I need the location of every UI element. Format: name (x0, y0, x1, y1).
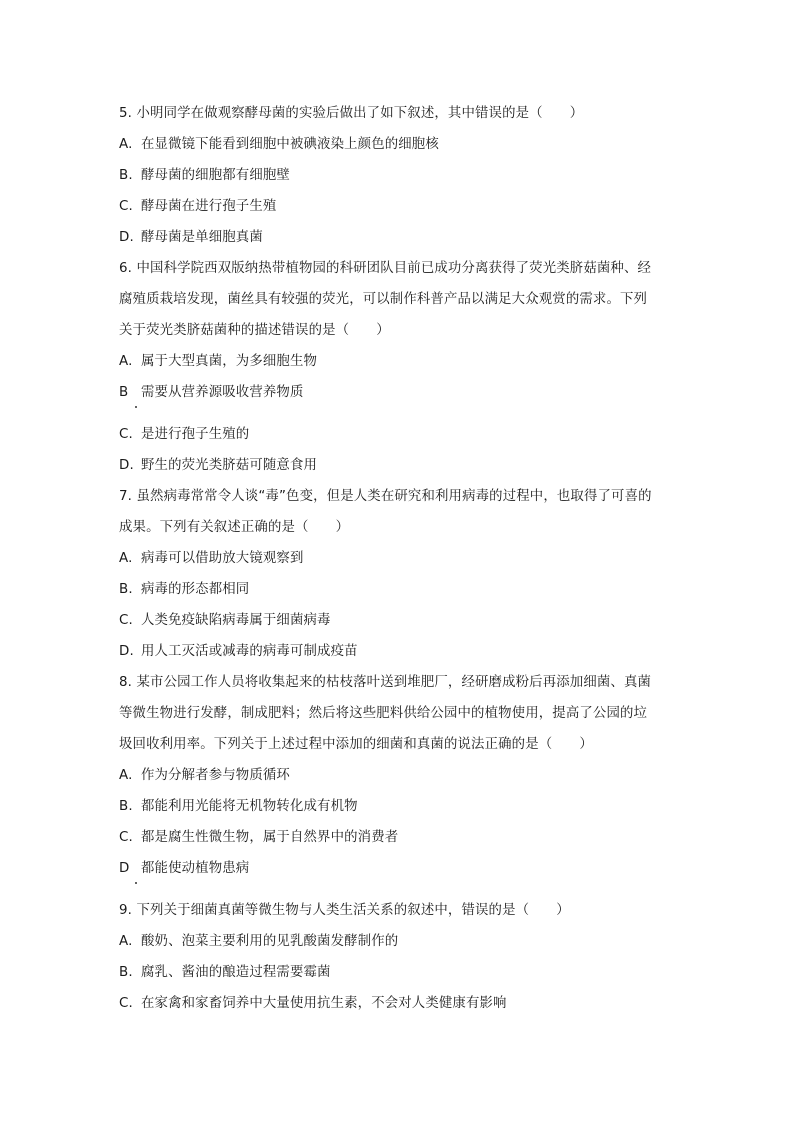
option-text: 野生的荧光类脐菇可随意食用 (141, 458, 318, 473)
question-8-stem-line-3: 圾回收利用率。下列关于上述过程中添加的细菌和真菌的说法正确的是（ ） (119, 737, 593, 752)
option-label: B. (119, 168, 133, 183)
option-text: 需要从营养源吸收营养物质 (141, 385, 304, 400)
question-5-option-a (119, 129, 675, 160)
option-text: 病毒的形态都相同 (141, 582, 250, 597)
option-label: B. (119, 965, 133, 980)
option-label: C. (119, 830, 133, 845)
question-6-option-b (119, 377, 675, 419)
question-6-option-d (119, 450, 675, 481)
option-label: D (119, 861, 130, 876)
option-label: A. (119, 137, 133, 152)
question-9-option-b (119, 957, 675, 988)
question-8-option-c (119, 822, 675, 853)
question-6-option-c (119, 419, 675, 450)
question-9-stem: 9. 下列关于细菌真菌等微生物与人类生活关系的叙述中，错误的是（ ） (119, 903, 570, 918)
question-5-stem: 5. 小明同学在做观察酵母菌的实验后做出了如下叙述，其中错误的是（ ） (119, 106, 584, 121)
question-8-option-b (119, 791, 675, 822)
exam-page (119, 98, 675, 1019)
question-6-stem-line-3: 关于荧光类脐菇菌种的描述错误的是（ ） (119, 323, 390, 338)
question-8-option-a (119, 760, 675, 791)
option-label: C. (119, 199, 133, 214)
option-label: B. (119, 582, 133, 597)
question-7-option-a (119, 543, 675, 574)
option-text: 是进行孢子生殖的 (141, 427, 250, 442)
option-label: B (119, 385, 129, 400)
question-8-stem-line-1: 8. 某市公园工作人员将收集起来的枯枝落叶送到堆肥厂，经研磨成粉后再添加细菌、真菌 (119, 675, 652, 690)
option-label: A. (119, 551, 133, 566)
option-text: 都能使动植物患病 (141, 861, 250, 876)
option-label: B. (119, 799, 133, 814)
question-8-option-d (119, 853, 675, 895)
option-label: A. (119, 934, 133, 949)
question-7-option-b (119, 574, 675, 605)
option-text: 都能利用光能将无机物转化成有机物 (141, 799, 358, 814)
option-text: 腐乳、酱油的酿造过程需要霉菌 (141, 965, 331, 980)
question-7-stem-line-2: 成果。下列有关叙述正确的是（ ） (119, 520, 350, 535)
stray-dot-mark (135, 406, 137, 408)
question-5-option-d (119, 222, 675, 253)
option-text: 属于大型真菌，为多细胞生物 (141, 354, 318, 369)
option-text: 酵母菌在进行孢子生殖 (141, 199, 277, 214)
option-text: 酵母菌是单细胞真菌 (141, 230, 263, 245)
option-label: C. (119, 613, 133, 628)
question-6-stem-line-1: 6. 中国科学院西双版纳热带植物园的科研团队目前已成功分离获得了荧光类脐菇菌种、经 (119, 261, 652, 276)
option-label: D. (119, 458, 134, 473)
option-text: 作为分解者参与物质循环 (141, 768, 290, 783)
option-text: 人类免疫缺陷病毒属于细菌病毒 (141, 613, 331, 628)
option-text: 酸奶、泡菜主要利用的见乳酸菌发酵制作的 (141, 934, 399, 949)
option-label: A. (119, 768, 133, 783)
question-9-option-c (119, 988, 675, 1019)
stray-dot-mark (135, 882, 137, 884)
question-9-option-a (119, 926, 675, 957)
question-6-stem-line-2: 腐殖质栽培发现，菌丝具有较强的荧光，可以制作科普产品以满足大众观赏的需求。下列 (119, 292, 648, 307)
option-label: C. (119, 996, 133, 1011)
question-5-option-b (119, 160, 675, 191)
option-label: D. (119, 230, 134, 245)
option-text: 在显微镜下能看到细胞中被碘液染上颜色的细胞核 (141, 137, 439, 152)
option-label: C. (119, 427, 133, 442)
option-text: 都是腐生性微生物，属于自然界中的消费者 (141, 830, 399, 845)
option-text: 在家禽和家畜饲养中大量使用抗生素，不会对人类健康有影响 (141, 996, 507, 1011)
option-text: 酵母菌的细胞都有细胞壁 (141, 168, 290, 183)
option-label: D. (119, 644, 134, 659)
question-7-option-d (119, 636, 675, 667)
question-6-option-a (119, 346, 675, 377)
option-label: A. (119, 354, 133, 369)
question-7-option-c (119, 605, 675, 636)
question-5-option-c (119, 191, 675, 222)
question-7-stem-line-1: 7. 虽然病毒常常令人谈“毒”色变，但是人类在研究和利用病毒的过程中，也取得了可喜的 (119, 489, 652, 504)
question-8-stem-line-2: 等微生物进行发酵，制成肥料；然后将这些肥料供给公园中的植物使用，提高了公园的垃 (119, 706, 648, 721)
option-text: 病毒可以借助放大镜观察到 (141, 551, 304, 566)
option-text: 用人工灭活或减毒的病毒可制成疫苗 (141, 644, 358, 659)
